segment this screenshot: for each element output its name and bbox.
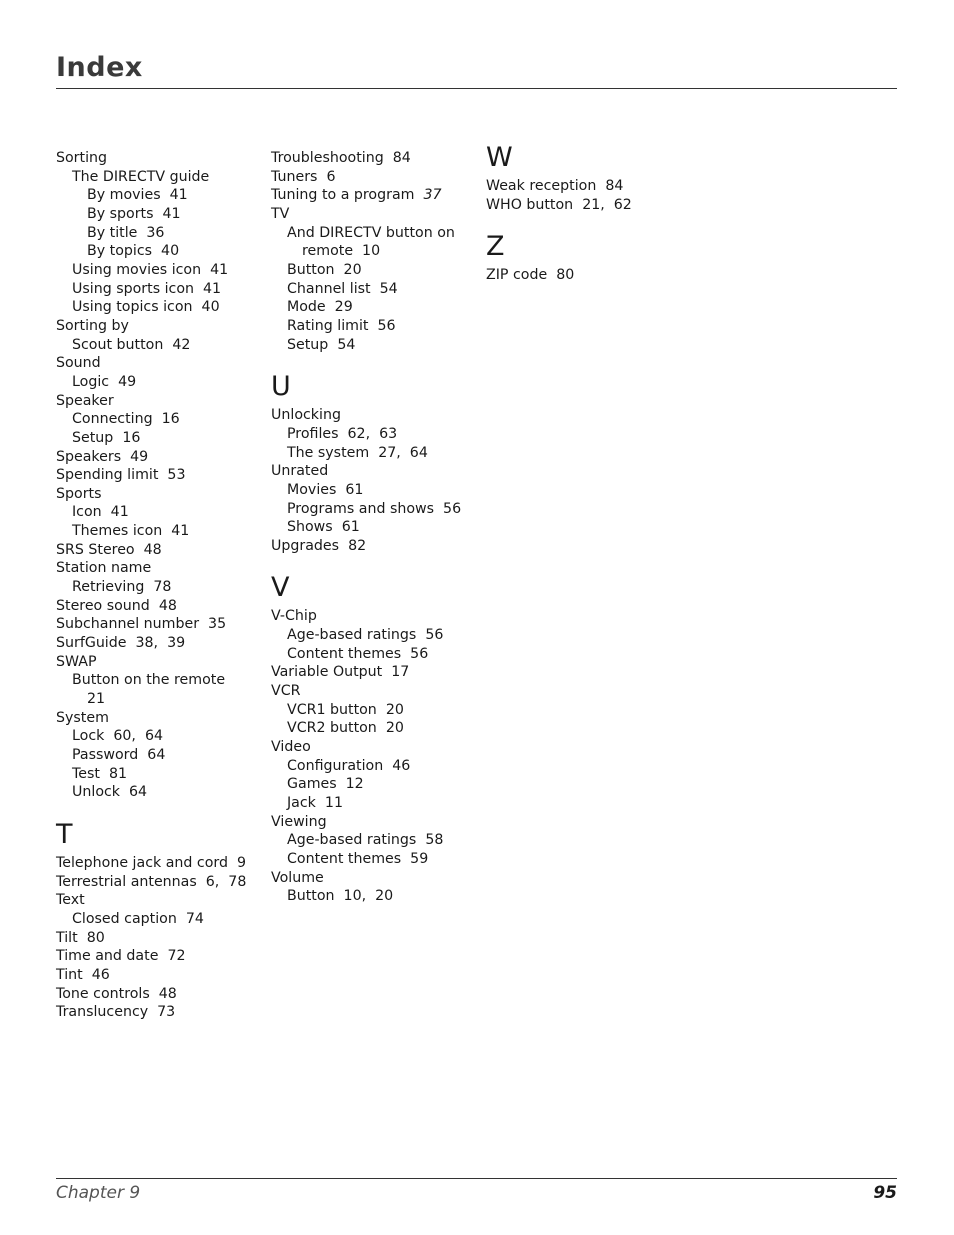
entry-text: Upgrades 82 (271, 537, 367, 554)
index-entry (486, 196, 696, 215)
index-subentry (271, 645, 481, 664)
entry-text: Sorting (56, 150, 108, 166)
index-entry (56, 891, 266, 910)
index-subentry (271, 224, 481, 243)
entry-text: Jack 11 (287, 795, 343, 812)
index-entry (271, 205, 481, 224)
entry-text: Video (271, 739, 311, 756)
entry-text: Viewing (271, 813, 327, 830)
index-entry (56, 709, 266, 728)
entry-text: Test 81 (72, 765, 128, 782)
entry-text: Unlock 64 (72, 784, 148, 801)
footer-divider (56, 1178, 897, 1179)
index-subentry (56, 261, 266, 280)
index-subentry (271, 887, 481, 906)
entry-text: Rating limit 56 (287, 317, 396, 334)
index-entry (56, 634, 266, 653)
index-entry (56, 929, 266, 948)
index-subentry (56, 671, 266, 690)
index-subentry (271, 626, 481, 645)
index-entry (271, 462, 481, 481)
index-entry (56, 448, 266, 467)
index-subentry (56, 690, 266, 709)
entry-text: SWAP (56, 653, 97, 670)
page-title: Index (56, 52, 143, 83)
section-letter-v: V (271, 572, 290, 604)
index-entry (271, 738, 481, 757)
entry-text: Tone controls 48 (56, 985, 177, 1002)
index-entry (271, 682, 481, 701)
entry-text: Using topics icon 40 (72, 299, 220, 316)
index-entry (56, 541, 266, 560)
index-subentry (271, 242, 481, 261)
entry-text: Content themes 56 (287, 645, 429, 662)
index-subentry (56, 168, 266, 187)
index-column-3 (486, 142, 696, 285)
entry-text: Troubleshooting 84 (271, 150, 411, 166)
index-entry (56, 947, 266, 966)
entry-text: Password 64 (72, 747, 166, 763)
entry-text: Tint 46 (56, 966, 110, 983)
entry-text: Sports (56, 485, 102, 502)
entry-text: SRS Stereo 48 (56, 541, 162, 558)
index-subentry (271, 757, 481, 776)
index-column-1 (56, 149, 266, 1022)
entry-text: Unrated (271, 463, 329, 480)
header-divider (56, 88, 897, 89)
index-subentry (271, 298, 481, 317)
index-entry (56, 653, 266, 672)
entry-text: Movies 61 (287, 481, 364, 498)
index-entry (56, 1003, 266, 1022)
entry-text: Content themes 59 (287, 851, 429, 867)
entry-text: Button 10, 20 (287, 888, 394, 905)
section-letter-u: U (271, 371, 291, 403)
index-subentry (271, 317, 481, 336)
index-subentry (56, 727, 266, 746)
entry-text: Themes icon 41 (72, 523, 190, 540)
index-subentry (271, 336, 481, 355)
entry-text: Using sports icon 41 (72, 280, 222, 297)
entry-text: Telephone jack and cord 9 (56, 854, 247, 871)
entry-text: Programs and shows 56 (287, 500, 462, 517)
entry-text: 21 (87, 691, 106, 708)
index-subentry (271, 850, 481, 869)
entry-text: Unlocking (271, 407, 341, 424)
entry-text: TV (271, 205, 290, 222)
entry-text: Tilt 80 (56, 929, 105, 946)
entry-text: Mode 29 (287, 299, 353, 316)
entry-text: Logic 49 (72, 373, 137, 390)
index-subentry (271, 261, 481, 280)
entry-text: Sorting by (56, 317, 129, 334)
footer-page-number: 95 (873, 1183, 897, 1203)
index-subentry (56, 522, 266, 541)
index-subentry (271, 719, 481, 738)
entry-text: And DIRECTV button on (287, 224, 455, 241)
index-subentry (56, 410, 266, 429)
index-subentry (56, 242, 266, 261)
index-entry (56, 485, 266, 504)
entry-text: ZIP code 80 (486, 267, 575, 284)
index-entry (271, 406, 481, 425)
entry-text: The system 27, 64 (287, 444, 428, 461)
index-subentry (271, 794, 481, 813)
footer-chapter-label: Chapter 9 (56, 1183, 141, 1203)
index-subentry (271, 701, 481, 720)
entry-text: Configuration 46 (287, 757, 411, 774)
index-subentry (271, 425, 481, 444)
index-subentry (271, 280, 481, 299)
index-entry (271, 537, 481, 556)
entry-text: VCR1 button 20 (287, 701, 404, 718)
entry-text: Speakers 49 (56, 448, 149, 465)
entry-text: By title 36 (87, 224, 165, 241)
entry-text: Profiles 62, 63 (287, 425, 398, 442)
entry-text: Time and date 72 (56, 948, 186, 965)
index-entry (271, 168, 481, 187)
index-column-2 (271, 149, 481, 906)
index-entry (486, 266, 696, 285)
index-entry (271, 869, 481, 888)
entry-text: WHO button 21, 62 (486, 196, 632, 213)
index-subentry (56, 298, 266, 317)
entry-text: Connecting 16 (72, 411, 180, 428)
entry-text: Button 20 (287, 261, 362, 278)
entry-text: Icon 41 (72, 504, 129, 521)
index-subentry (271, 831, 481, 850)
entry-text: Weak reception 84 (486, 178, 624, 194)
index-entry (56, 985, 266, 1004)
entry-text: Stereo sound 48 (56, 597, 177, 614)
entry-text: By movies 41 (87, 187, 188, 204)
index-subentry (271, 481, 481, 500)
entry-text: Tuning to a program (271, 187, 424, 204)
entry-text: Using movies icon 41 (72, 261, 229, 278)
entry-text: Scout button 42 (72, 336, 191, 353)
entry-text: The DIRECTV guide (72, 168, 210, 185)
index-entry (271, 607, 481, 626)
entry-text: Button on the remote (72, 672, 226, 689)
index-entry (56, 466, 266, 485)
index-subentry (271, 444, 481, 463)
entry-text: Variable Output 17 (271, 664, 410, 681)
index-subentry (56, 578, 266, 597)
index-subentry (56, 280, 266, 299)
index-entry (271, 663, 481, 682)
index-entry (56, 149, 266, 168)
entry-text: Tuners 6 (271, 168, 336, 185)
index-entry (486, 177, 696, 196)
entry-text: Spending limit 53 (56, 467, 186, 484)
index-entry (271, 813, 481, 832)
entry-text: Retrieving 78 (72, 579, 172, 596)
index-entry (56, 559, 266, 578)
entry-text: Shows 61 (287, 519, 360, 536)
index-entry (56, 317, 266, 336)
index-subentry (56, 336, 266, 355)
index-subentry (56, 746, 266, 765)
entry-text: Closed caption 74 (72, 910, 204, 927)
index-entry (271, 149, 481, 168)
index-subentry (56, 373, 266, 392)
entry-text: Setup 54 (287, 336, 356, 353)
index-subentry (56, 224, 266, 243)
index-subentry (56, 910, 266, 929)
index-entry (56, 966, 266, 985)
entry-text: Age-based ratings 58 (287, 832, 444, 849)
entry-text: Speaker (56, 392, 114, 409)
index-subentry (56, 186, 266, 205)
index-subentry (271, 518, 481, 537)
index-entry (56, 354, 266, 373)
entry-text: Station name (56, 560, 152, 577)
section-letter-z: Z (486, 231, 505, 263)
index-subentry (56, 205, 266, 224)
index-entry (56, 873, 266, 892)
index-subentry (56, 765, 266, 784)
entry-text: V-Chip (271, 608, 317, 625)
entry-text: Volume (271, 869, 324, 886)
entry-page-italic: 37 (423, 187, 442, 204)
index-entry (56, 854, 266, 873)
entry-text: Age-based ratings 56 (287, 627, 444, 644)
entry-text: Subchannel number 35 (56, 616, 227, 633)
index-subentry (56, 503, 266, 522)
section-letter-w: W (486, 142, 513, 173)
entry-text: Channel list 54 (287, 280, 398, 297)
index-entry (56, 392, 266, 411)
entry-text: Games 12 (287, 776, 364, 793)
entry-text: Translucency 73 (56, 1004, 176, 1021)
entry-text: Setup 16 (72, 429, 141, 446)
entry-text: By sports 41 (87, 205, 181, 222)
entry-text: By topics 40 (87, 243, 180, 260)
entry-text: remote 10 (302, 243, 381, 260)
entry-text: Text (56, 892, 85, 909)
entry-text: System (56, 709, 109, 726)
entry-text: VCR (271, 683, 301, 700)
index-entry (271, 186, 481, 205)
entry-text: Sound (56, 355, 101, 372)
index-subentry (56, 429, 266, 448)
index-subentry (271, 775, 481, 794)
index-entry (56, 597, 266, 616)
entry-text: SurfGuide 38, 39 (56, 635, 186, 652)
section-letter-t: T (56, 818, 73, 850)
entry-text: Terrestrial antennas 6, 78 (56, 873, 247, 890)
index-subentry (271, 500, 481, 519)
index-subentry (56, 783, 266, 802)
entry-text: Lock 60, 64 (72, 728, 164, 745)
entry-text: VCR2 button 20 (287, 720, 404, 737)
index-entry (56, 615, 266, 634)
